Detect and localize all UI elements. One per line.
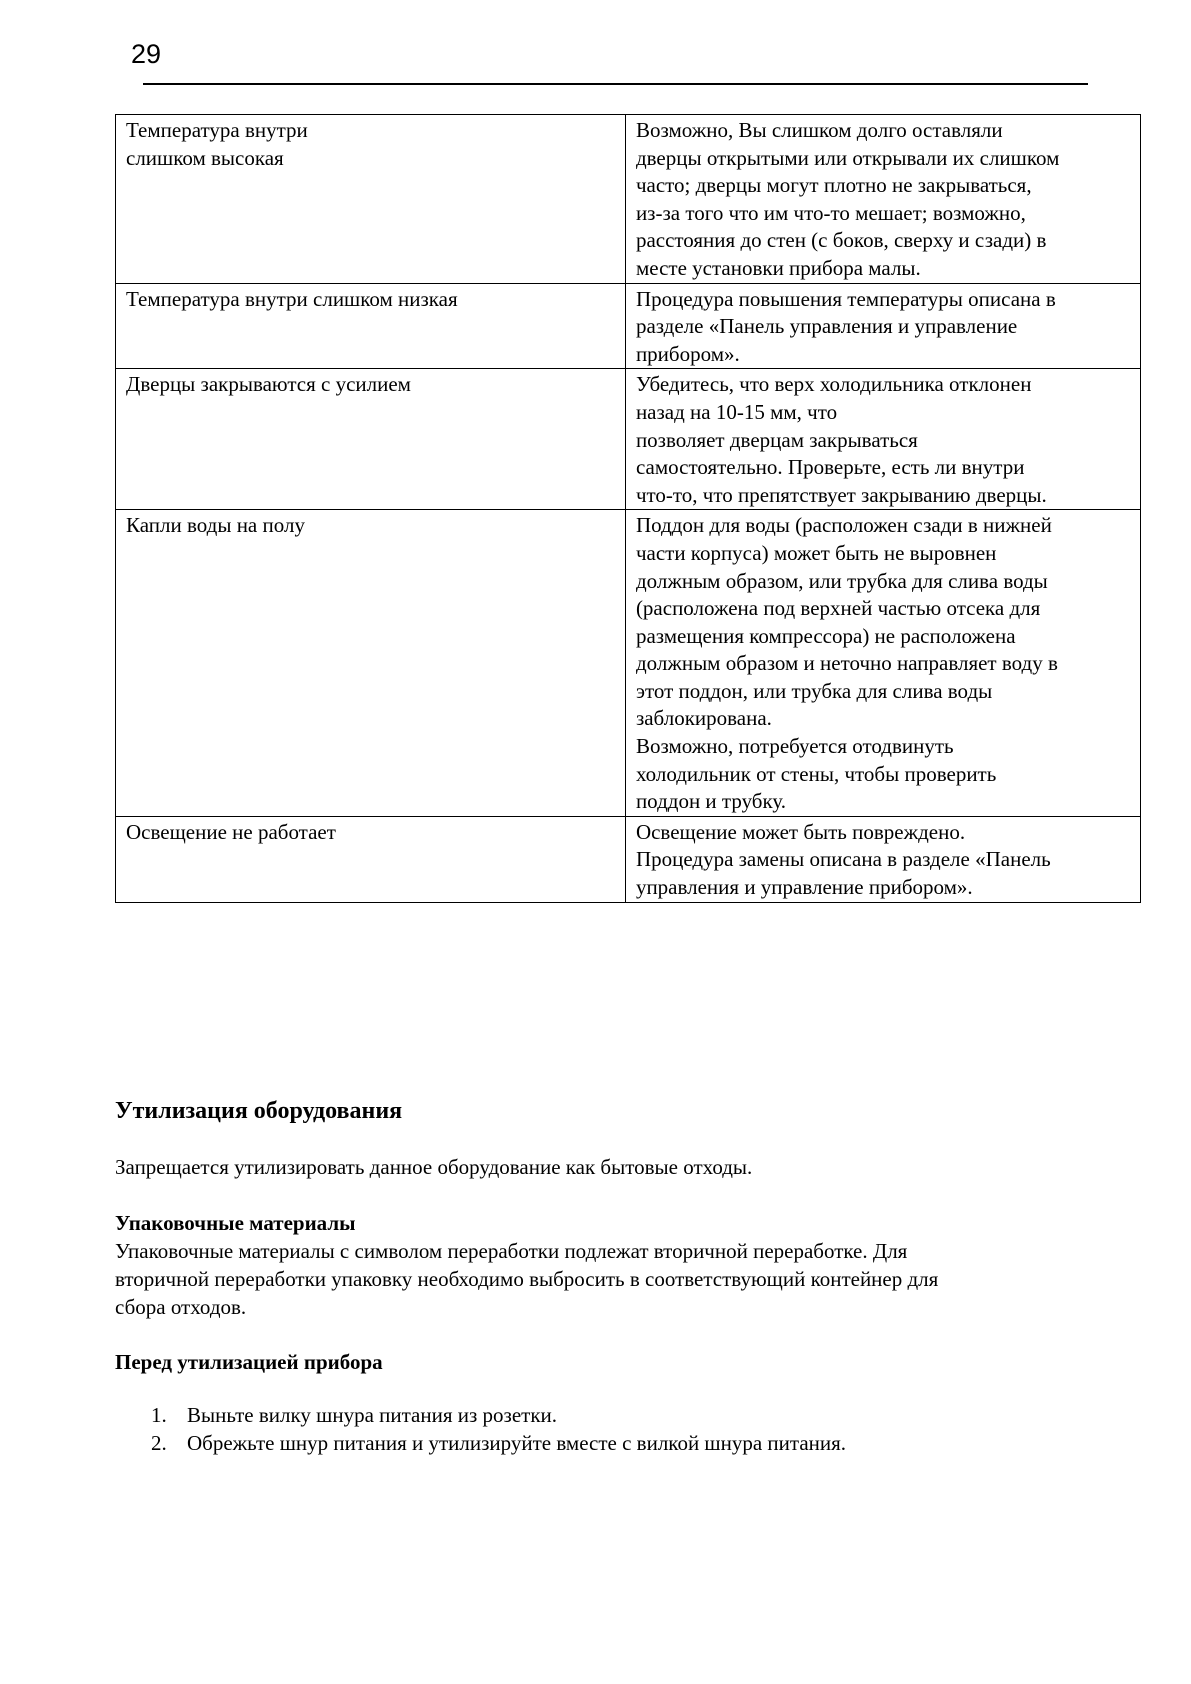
- problem-text: Дверцы закрываются с усилием: [126, 372, 411, 397]
- packaging-title: Упаковочные материалы: [115, 1211, 356, 1235]
- solution-text: что-то, что препятствует закрыванию дверцы.: [635, 482, 1047, 507]
- header-divider: [143, 83, 1088, 85]
- problem-text: слишком высокая: [126, 145, 284, 170]
- solution-cell: [625, 369, 1140, 510]
- solution-text: прибором».: [635, 341, 740, 366]
- solution-text: позволяет дверцам закрываться: [635, 427, 918, 452]
- table-row: [116, 115, 1141, 284]
- solution-text: заблокирована.: [635, 706, 772, 731]
- page-number: 29: [131, 39, 162, 69]
- solution-cell: [625, 115, 1140, 284]
- problem-text: Капли воды на полу: [126, 513, 305, 538]
- solution-cell: [625, 816, 1140, 902]
- solution-text: месте установки прибора малы.: [635, 255, 921, 280]
- solution-text: Убедитесь, что верх холодильника отклонен: [635, 372, 1032, 397]
- problem-cell: [116, 283, 626, 369]
- solution-text: должным образом, или трубка для слива воды: [635, 568, 1048, 593]
- solution-text: часто; дверцы могут плотно не закрываться,: [635, 173, 1032, 198]
- step-number: 2.: [151, 1431, 167, 1455]
- step-text: Обрежьте шнур питания и утилизируйте вместе с вилкой шнура питания.: [187, 1431, 847, 1455]
- problem-text: Температура внутри слишком низкая: [126, 286, 458, 311]
- table-row: [116, 283, 1141, 369]
- solution-text: Возможно, Вы слишком долго оставляли: [635, 118, 1003, 142]
- solution-text: части корпуса) может быть не выровнен: [635, 540, 997, 565]
- step-text: Выньте вилку шнура питания из розетки.: [187, 1403, 558, 1427]
- solution-text: Поддон для воды (расположен сзади в нижней: [635, 513, 1052, 538]
- disposal-intro: Запрещается утилизировать данное оборудование как бытовые отходы.: [115, 1155, 753, 1179]
- solution-text: холодильник от стены, чтобы проверить: [635, 761, 997, 786]
- solution-text: самостоятельно. Проверьте, есть ли внутри: [635, 455, 1025, 480]
- solution-text: разделе «Панель управления и управление: [635, 314, 1018, 339]
- solution-text: расстояния до стен (с боков, сверху и сзади) в: [635, 228, 1047, 253]
- solution-text: Процедура повышения температуры описана в: [635, 286, 1056, 311]
- table-row: [116, 816, 1141, 902]
- problem-text: Освещение не работает: [126, 819, 336, 844]
- solution-cell: [625, 283, 1140, 369]
- solution-text: (расположена под верхней частью отсека для: [635, 596, 1041, 621]
- solution-text: назад на 10-15 мм, что: [635, 399, 838, 424]
- list-item: [115, 1429, 846, 1457]
- list-item: [115, 1401, 846, 1429]
- before-disposal-title: Перед утилизацией прибора: [115, 1350, 383, 1374]
- packaging-paragraph: [115, 1237, 938, 1321]
- packaging-text-line: Упаковочные материалы с символом переработки подлежат вторичной переработке. Для: [115, 1239, 908, 1263]
- packaging-text-line: сбора отходов.: [115, 1295, 247, 1319]
- table-row: [116, 510, 1141, 817]
- solution-text: поддон и трубку.: [635, 789, 787, 814]
- solution-text: должным образом и неточно направляет воду в: [635, 651, 1058, 676]
- solution-text: Возможно, потребуется отодвинуть: [635, 734, 954, 759]
- problem-cell: [116, 369, 626, 510]
- solution-text: Освещение может быть повреждено.: [635, 819, 966, 844]
- solution-text: управления и управление прибором».: [635, 875, 973, 900]
- disposal-steps-list: [115, 1401, 846, 1457]
- solution-text: Процедура замены описана в разделе «Панель: [635, 847, 1051, 872]
- solution-cell: [625, 510, 1140, 817]
- solution-text: из-за того что им что-то мешает; возможно,: [635, 200, 1026, 225]
- disposal-section-title: Утилизация оборудования: [115, 1098, 403, 1124]
- problem-cell: [116, 816, 626, 902]
- solution-text: этот поддон, или трубка для слива воды: [635, 678, 993, 703]
- problem-cell: [116, 115, 626, 284]
- solution-text: дверцы открытыми или открывали их слишком: [635, 145, 1060, 170]
- problem-text: Температура внутри: [126, 118, 308, 142]
- problem-cell: [116, 510, 626, 817]
- troubleshooting-table: [115, 114, 1141, 903]
- packaging-text-line: вторичной переработки упаковку необходимо выбросить в соответствующий контейнер для: [115, 1267, 939, 1291]
- step-number: 1.: [151, 1403, 167, 1427]
- solution-text: размещения компрессора) не расположена: [635, 623, 1016, 648]
- table-row: [116, 369, 1141, 510]
